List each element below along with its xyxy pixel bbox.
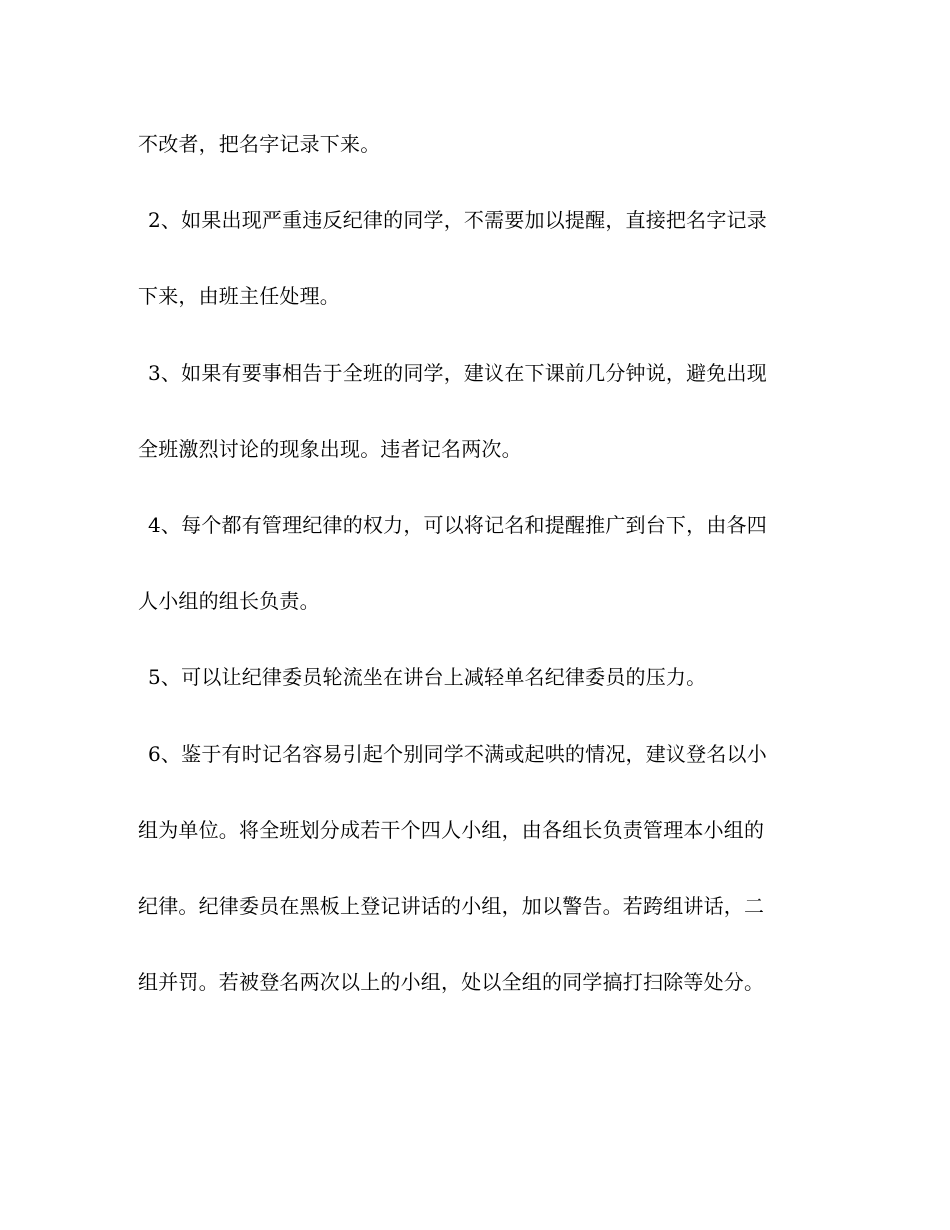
text-line-2: 2、如果出现严重违反纪律的同学，不需要加以提醒，直接把名字记录: [148, 208, 767, 233]
text-line-10: 组为单位。将全班划分成若干个四人小组，由各组长负责管理本小组的: [138, 817, 765, 842]
text-line-6: 4、每个都有管理纪律的权力，可以将记名和提醒推广到台下，由各四: [148, 512, 767, 537]
text-line-9: 6、鉴于有时记名容易引起个别同学不满或起哄的情况，建议登名以小: [148, 741, 767, 766]
text-line-11: 纪律。纪律委员在黑板上登记讲话的小组，加以警告。若跨组讲话，二: [138, 893, 765, 918]
text-line-1: 不改者，把名字记录下来。: [138, 132, 381, 156]
text-line-8: 5、可以让纪律委员轮流坐在讲台上减轻单名纪律委员的压力。: [148, 665, 707, 690]
text-line-4: 3、如果有要事相告于全班的同学，建议在下课前几分钟说，避免出现: [148, 360, 767, 385]
document-body: [138, 134, 814, 1048]
text-line-7: 人小组的组长负责。: [138, 589, 320, 614]
text-line-5: 全班激烈讨论的现象出现。违者记名两次。: [138, 436, 522, 461]
text-line-12: 组并罚。若被登名两次以上的小组，处以全组的同学搞打扫除等处分。: [138, 970, 765, 995]
text-line-3: 下来，由班主任处理。: [138, 284, 340, 309]
